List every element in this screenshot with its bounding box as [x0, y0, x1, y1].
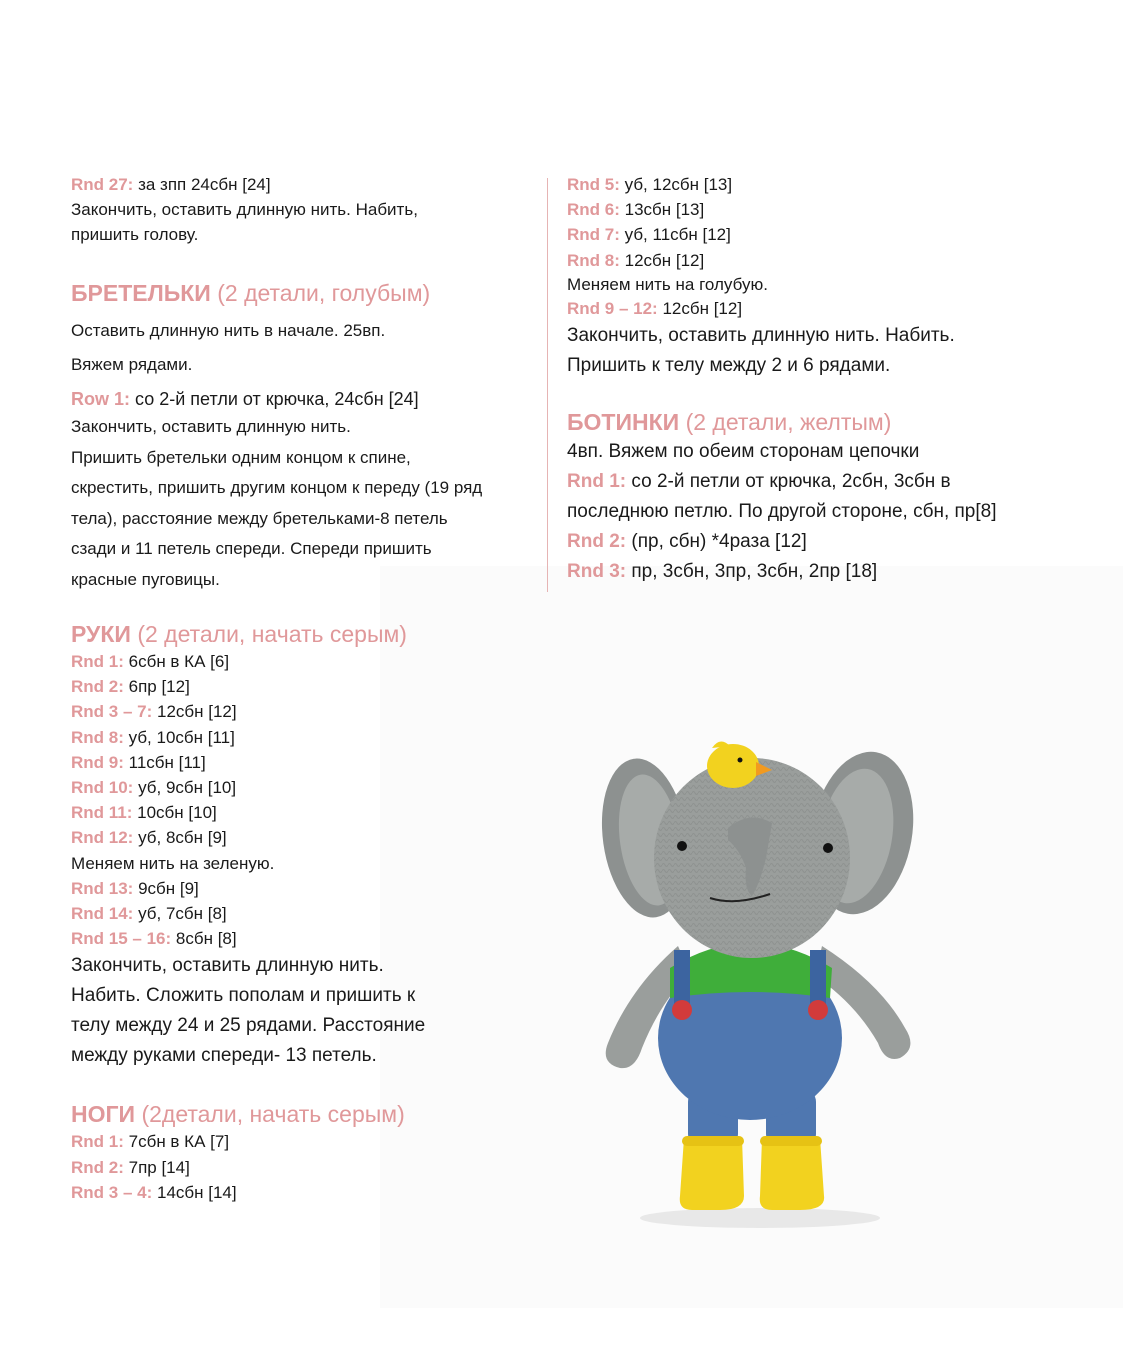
legs-section [71, 1099, 541, 1205]
row-label: Rnd 3 – 7: [71, 702, 153, 722]
pattern-row [71, 649, 541, 674]
row-text: 7пр [14] [128, 1157, 190, 1177]
note-line: Закончить, оставить длинную нить. Набить. [567, 325, 955, 347]
row-label: Rnd 7: [567, 225, 620, 245]
row-text: 12сбн [12] [662, 298, 743, 318]
pattern-row [71, 725, 541, 750]
row-label: Rnd 2: [567, 531, 627, 553]
note-line: пришить голову. [71, 225, 199, 245]
note-line: Пришить к телу между 2 и 6 рядами. [567, 355, 891, 377]
left-column [71, 172, 541, 1205]
row-label: Rnd 14: [71, 904, 134, 924]
row-label: Rnd 11: [71, 803, 133, 823]
row-label: Rnd 1: [71, 1132, 124, 1152]
boots-section [567, 407, 1087, 587]
row-label: Rnd 8: [71, 727, 124, 747]
row-text: уб, 8сбн [9] [138, 828, 227, 848]
pattern-row [71, 901, 541, 926]
heading-title: РУКИ [71, 621, 131, 648]
column-divider [547, 178, 548, 592]
pattern-row [567, 248, 1087, 273]
row-text: уб, 7сбн [8] [138, 904, 227, 924]
pattern-row [71, 386, 541, 412]
intro-line: Вяжем рядами. [71, 354, 193, 374]
elephant-toy-photo [560, 718, 940, 1238]
row-label: Rnd 12: [71, 828, 134, 848]
note-line: Закончить, оставить длинную нить. [71, 417, 351, 437]
row-label: Rnd 8: [567, 250, 620, 270]
note-line: сзади и 11 петель спереди. Спереди пришить [71, 539, 432, 559]
row-text: 14сбн [14] [156, 1182, 237, 1202]
row-text: 8сбн [8] [175, 929, 237, 949]
right-boot [760, 1138, 824, 1210]
row-text: 12сбн [12] [624, 250, 705, 270]
pattern-row [71, 800, 541, 825]
row-text: 12сбн [12] [156, 702, 237, 722]
heading-title: НОГИ [71, 1101, 136, 1128]
heading-subtitle: (2 детали, желтым) [685, 409, 892, 436]
row-text: за зпп 24сбн [24] [138, 175, 271, 194]
row-label: Rnd 3: [567, 561, 627, 583]
right-button [808, 1000, 828, 1020]
row-label: Rnd 6: [567, 200, 620, 220]
row-label: Rnd 1: [71, 652, 124, 672]
row-text: 13сбн [13] [624, 200, 705, 220]
row-text: 7сбн в КА [7] [128, 1132, 230, 1152]
left-eye [677, 841, 687, 851]
note-line: Закончить, оставить длинную нить. Набить, [71, 200, 418, 220]
pattern-row [71, 926, 541, 951]
row-text: уб, 10сбн [11] [128, 727, 235, 747]
pattern-row [71, 775, 541, 800]
pattern-row [567, 557, 1087, 587]
section-heading [71, 1099, 541, 1129]
note-line: Набить. Сложить пополам и пришить к [71, 985, 416, 1007]
note-line: Пришить бретельки одним концом к спине, [71, 447, 411, 467]
pattern-row [71, 825, 541, 850]
pattern-row [71, 876, 541, 901]
row-label: Rnd 10: [71, 778, 134, 798]
pattern-row [567, 197, 1087, 222]
row-text: 10сбн [10] [137, 803, 217, 823]
pattern-row [71, 699, 541, 724]
pattern-row [71, 172, 541, 197]
straps-section [71, 278, 541, 595]
legs-continued-section [567, 172, 1087, 381]
spacer [71, 248, 541, 278]
note-line: тела), расстояние между бретельками-8 петель [71, 508, 448, 528]
row-text: пр, 3сбн, 3пр, 3сбн, 2пр [18] [631, 561, 878, 583]
arms-section [71, 619, 541, 1071]
row-label: Rnd 15 – 16: [71, 929, 172, 949]
heading-subtitle: (2 детали, начать серым) [137, 621, 407, 648]
row-label: Rnd 9 – 12: [567, 298, 658, 318]
right-boot-cuff [760, 1136, 822, 1146]
left-boot [680, 1138, 744, 1210]
pattern-row [71, 1129, 541, 1154]
row-text: 6пр [12] [128, 677, 190, 697]
row-text: (пр, сбн) *4раза [12] [631, 531, 807, 553]
shadow [640, 1208, 880, 1228]
pattern-row [71, 750, 541, 775]
intro-line: Оставить длинную нить в начале. 25вп. [71, 320, 386, 340]
pattern-row [71, 1155, 541, 1180]
color-change-line: Меняем нить на голубую. [567, 274, 768, 294]
left-boot-cuff [682, 1136, 744, 1146]
pattern-row [71, 1180, 541, 1205]
row-text: уб, 11сбн [12] [624, 225, 731, 245]
heading-title: БОТИНКИ [567, 409, 680, 436]
pattern-row [567, 222, 1087, 247]
note-line: Закончить, оставить длинную нить. [71, 955, 384, 977]
intro-line: 4вп. Вяжем по обеим сторонам цепочки [567, 441, 920, 463]
row-text: со 2-й петли от крючка, 24сбн [24] [135, 389, 419, 410]
pattern-row [567, 467, 1087, 497]
row-label: Rnd 2: [71, 1157, 124, 1177]
color-change-line: Меняем нить на зеленую. [71, 853, 275, 873]
row-text: 9сбн [9] [138, 878, 199, 898]
row-continuation: последнюю петлю. По другой стороне, сбн, пр[8] [567, 501, 997, 523]
pattern-row [567, 296, 1087, 321]
left-button [672, 1000, 692, 1020]
row-label: Rnd 13: [71, 878, 134, 898]
row-label: Rnd 27: [71, 175, 134, 194]
spacer [71, 595, 541, 619]
row-text: уб, 9сбн [10] [138, 778, 237, 798]
pattern-row [71, 674, 541, 699]
spacer [71, 1071, 541, 1099]
right-column [567, 172, 1087, 587]
note-line: между руками спереди- 13 петель. [71, 1045, 377, 1067]
pattern-row [567, 172, 1087, 197]
section-heading [71, 278, 541, 308]
row-label: Rnd 5: [567, 175, 620, 194]
note-line: телу между 24 и 25 рядами. Расстояние [71, 1015, 426, 1037]
row-label: Rnd 9: [71, 752, 124, 772]
heading-title: БРЕТЕЛЬКИ [71, 279, 211, 306]
row-text: со 2-й петли от крючка, 2сбн, 3сбн в [631, 471, 951, 493]
row-label: Rnd 3 – 4: [71, 1182, 153, 1202]
pattern-row [567, 527, 1087, 557]
row-text: 11сбн [11] [128, 752, 206, 772]
heading-subtitle: (2детали, начать серым) [141, 1101, 405, 1128]
spacer [567, 381, 1087, 407]
finish-head-section [71, 172, 541, 248]
section-heading [567, 407, 1087, 437]
section-heading [71, 619, 541, 649]
row-label: Row 1: [71, 389, 131, 410]
row-label: Rnd 2: [71, 677, 124, 697]
right-eye [823, 843, 833, 853]
heading-subtitle: (2 детали, голубым) [217, 279, 431, 306]
note-line: красные пуговицы. [71, 569, 220, 589]
row-text: 6сбн в КА [6] [128, 652, 230, 672]
note-line: скрестить, пришить другим концом к переду (19 ряд [71, 478, 483, 498]
row-text: уб, 12сбн [13] [624, 175, 733, 194]
row-label: Rnd 1: [567, 471, 627, 493]
